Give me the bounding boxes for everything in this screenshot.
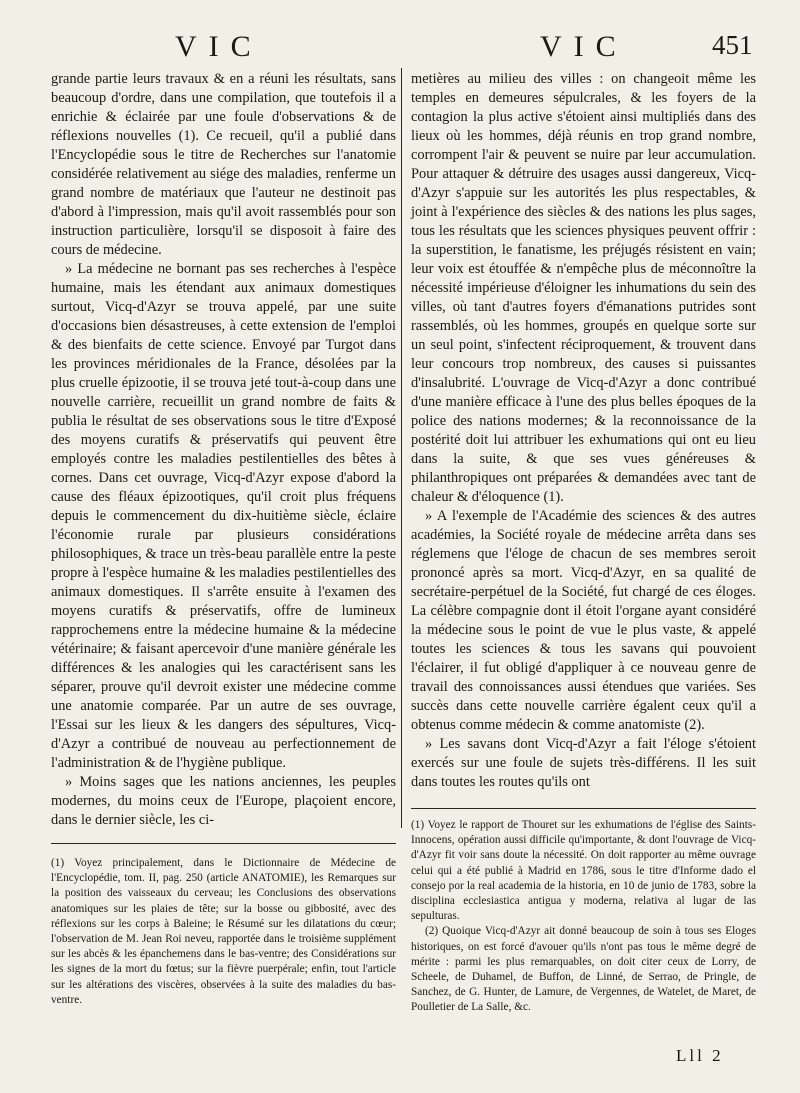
running-head-right: VIC (540, 30, 628, 63)
right-column (411, 70, 756, 792)
page-number: 451 (712, 30, 753, 60)
left-paragraph-1: grande partie leurs travaux & en a réuni les résultats, sans beaucoup d'ordre, dans une compilation, que toutefois il a enrichie & éclairée par une foule d'observations & de réflexions nouvelles (1). Ce recueil, qu'il a publié dans l'Encyclopédie sous le titre de Recherches sur l'anatomie considérée relativement au siége des maladies, renferme un grand nombre de matériaux que l'auteur ne destinoit pas d'abord à l'impression, mais qu'il avoit rassemblés pour son instruction particulière, lorsqu'il se disposoit à faire des cours de médecine. (51, 71, 396, 258)
left-paragraph-3: » Moins sages que les nations anciennes, les peuples modernes, du moins ceux de l'Europe, plaçoient encore, dans le dernier siècle, les ci- (51, 774, 396, 828)
left-paragraph-2: » La médecine ne bornant pas ses recherches à l'espèce humaine, mais les étendant aux animaux domestiques surtout, Vicq-d'Azyr se trouva appelé, par une suite d'occasions bien désastreuses, à cette extension de l'emploi & des bienfaits de cette science. Envoyé par Turgot dans les provinces méridionales de la France, désolées par la plus cruelle épizootie, il se trouva jeté tout-à-coup dans une nouvelle carrière, recueillit un grand nombre de faits & publia le résultat de ses observations sous le titre d'Exposé des moyens curatifs & préservatifs qui peuvent être employés contre les maladies pestilentielles des bêtes à cornes. Dans cet ouvrage, Vicq-d'Azyr expose d'abord la cause des fléaux épizootiques, qu'il croit plus fréquens depuis le commencement du dix-huitième siècle, éclaire l'économie rurale par plusieurs considérations philosophiques, & trace un très-beau parallèle entre la peste propre à l'espèce humaine & les maladies pestilentielles des animaux domestiques. Il s'arrête ensuite à l'examen des moyens curatifs & préservatifs, offre de lumineux rapprochemens entre la médecine humaine & la médecine vétérinaire; & faisant apercevoir d'une manière générale les différences & les analogies qui les caractérisent sans les séparer, prouve qu'il devroit exister une médecine comme une anatomie comparée. Par un autre de ses ouvrage, l'Essai sur les lieux & les dangers des sépultures, Vicq-d'Azyr a contribué de nouveau au perfectionnement de l'administration & de l'hygiène publique. (51, 261, 396, 771)
right-paragraph-2: » A l'exemple de l'Académie des sciences & des autres académies, la Société royale de médecine arrêta dans ses réglemens que l'éloge de chacun de ses membres seroit prononcé après sa mort. Vicq-d'Azyr, en sa qualité de secrétaire-perpétuel de la Société, fut chargé de ces éloges. La célèbre compagnie dont il étoit l'organe ayant considéré la médecine sous le point de vue le plus vaste, & appelé toutes les sciences & tous les savans qui pouvoient l'éclairer, il fut obligé d'appliquer à ce nouveau genre de travail des connoissances aussi étendues que variées. Ses succès dans cette nouvelle carrière égalent ceux qu'il a obtenus comme médecin & comme anatomiste (2). (411, 508, 756, 733)
signature-mark: Lll 2 (676, 1046, 724, 1065)
right-paragraph-1: metières au milieu des villes : on changeoit même les temples en demeures sépulcrales, & les foyers de la contagion la plus active s'étoient ainsi multipliés dans des lieux où les hommes, déjà réunis en trop grand nombre, corrompent l'air & peuvent se nuire par leur accumulation. Pour attaquer & détruire des usages aussi dangereux, Vicq-d'Azyr s'appuie sur les autorités les plus respectables, & joint à l'expérience des siècles & des nations les plus sages, tous les résultats que les sciences physiques peuvent offrir : la superstition, le fanatisme, les préjugés résistent en vain; leur voix est étouffée & n'empêche plus de méconnoître la nécessité impérieuse d'éloigner les inhumations du sein des villes, où tant d'autres foyers d'émanations putrides sont rassemblés, où les hommes, groupés en quelque sorte sur un seul point, s'infectent réciproquement, & trouvent dans leur concours trop nombreux, des causes si puissantes d'insalubrité. L'ouvrage de Vicq-d'Azyr a donc contribué d'une manière efficace à l'une des plus belles époques de la police des nations modernes; & la reconnoissance de la postérité doit lui attribuer les exhumations qui ont eu lieu dans la suite, & que ses vues généreuses & philanthropiques ont préparées & demandées avec tant de chaleur & d'éloquence (1). (411, 71, 756, 505)
footnote-right-1: (1) Voyez le rapport de Thouret sur les exhumations de l'église des Saints-Innocens, opération aussi difficile qu'importante, & dont l'ouvrage de Vicq-d'Azyr fit voir sans doute la nécessité. On doit rapporter au même ouvrage celui qui a été publié à Madrid en 1786, sous le titre d'Informe dado el consejo por la real academia de la historia, en 10 de junio de 1783, sobre la disciplina ecclesiastica antigua y moderna, relativa al lugar de las sepulturas. (411, 819, 756, 923)
footnote-rule-right (411, 808, 756, 809)
running-head-left: VIC (175, 30, 263, 63)
footnote-right-2: (2) Quoique Vicq-d'Azyr ait donné beaucoup de soin à tous ses Eloges historiques, on est forcé d'avouer qu'ils n'ont pas tous le même degré de mérite : parmi les plus remarquables, on doit citer ceux de Lorry, de Scheele, de Duhamel, de Buffon, de Linné, de Serrao, de Pringle, de Sanchez, de G. Hunter, de Lamure, de Vergennes, de Watelet, de Maret, de Poulletier de La Salle, &c. (411, 925, 756, 1014)
left-column (51, 70, 396, 830)
footnotes-left (51, 856, 396, 1008)
footnotes-right (411, 818, 756, 1016)
footnote-left-1: (1) Voyez principalement, dans le Dictionnaire de Médecine de l'Encyclopédie, tom. II, pag. 250 (article ANATOMIE), les Remarques sur la position des vaisseaux du cerveau; les Conclusions des observations anatomiques sur les plaies de tête; sur la bosse ou gibbosité, avec des réflexions sur les corps à Baleine; le Résumé sur les dilatations du cœur; l'observation de M. Jean Roi neveu, rapportée dans le troisième supplément sur les abcès & les épanchemens dans le bas-ventre; des Considérations sur les signes de la mort du fœtus; sur la fièvre puerpérale; enfin, tout l'article sur les altérations des viscères, observées à la suite des maladies du bas-ventre. (51, 857, 396, 1006)
footnote-rule-left (51, 843, 396, 844)
right-paragraph-3: » Les savans dont Vicq-d'Azyr a fait l'éloge s'étoient exercés sur une foule de sujets très-différens. Il les suit dans toutes les routes qu'ils ont (411, 736, 756, 790)
column-divider (401, 68, 402, 828)
